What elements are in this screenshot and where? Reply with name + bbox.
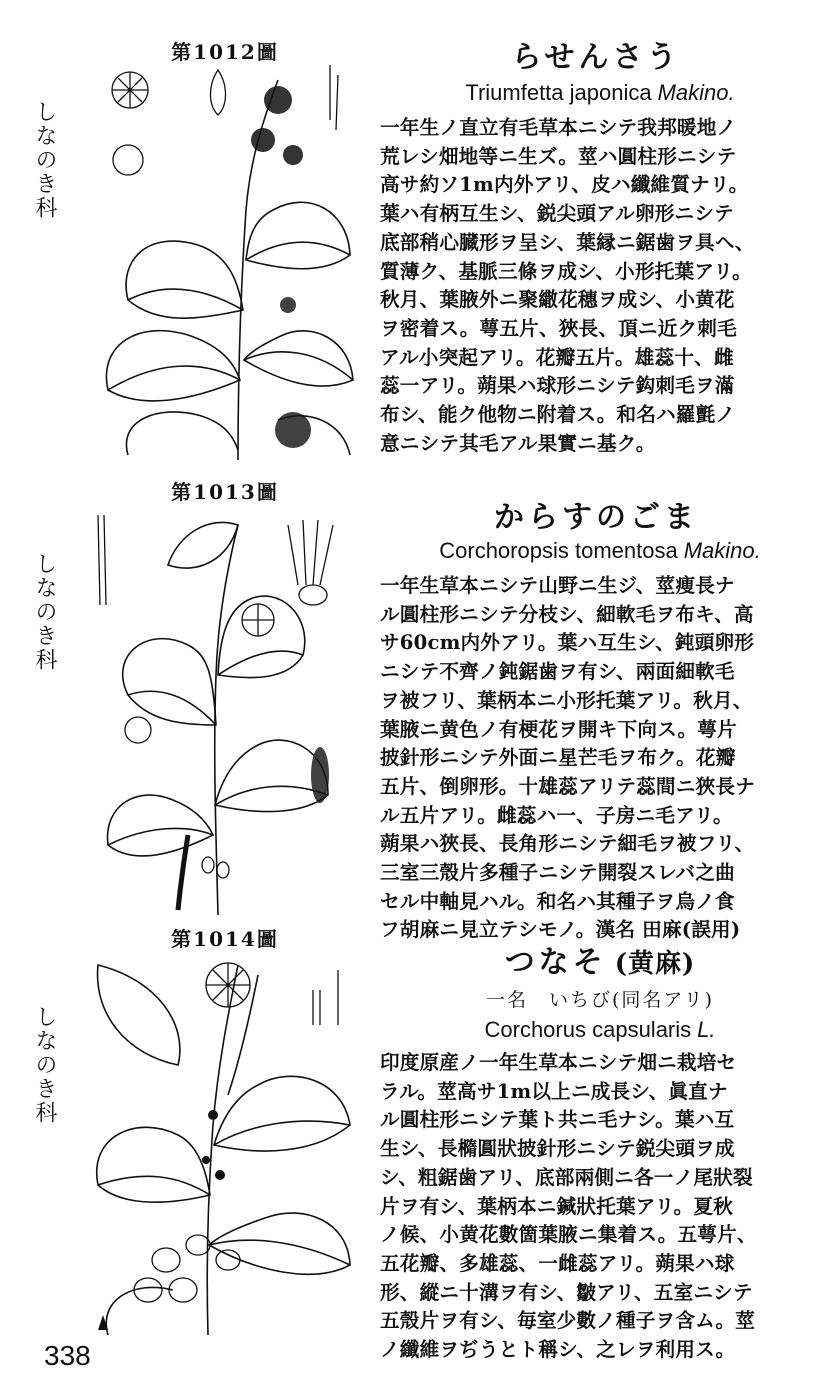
description-line: シ、粗鋸歯アリ、底部兩側ニ各一ノ尾狀裂	[380, 1165, 753, 1189]
description-line: 片ヲ有シ、葉柄本ニ鍼狀托葉アリ。夏秋	[380, 1194, 733, 1218]
description-line: サ60cm内外アリ。葉ハ互生シ、鈍頭卵形	[380, 631, 755, 655]
description-line: 一年生ノ直立有毛草本ニシテ我邦暖地ノ	[380, 116, 737, 139]
description-line: ノ候、小黄花數箇葉腋ニ集着ス。五萼片、	[380, 1223, 757, 1247]
description-line: ノ纖維ヲぢうとト稱シ、之レヲ利用ス。	[380, 1338, 736, 1362]
scientific-name-genus-species: Triumfetta japonica	[465, 80, 652, 105]
description-line: 五花瓣、多雄蕊、一雌蕊アリ。蒴果ハ球	[380, 1251, 735, 1275]
plant-name-kana: つなそ	[504, 945, 607, 980]
figure-label: 第1013圖	[171, 480, 279, 504]
description-line: 形、縱ニ十溝ヲ有シ、皺アリ、五室ニシテ	[380, 1280, 753, 1304]
description-line: ニシテ不齊ノ鈍鋸歯ヲ有シ、兩面細軟毛	[380, 660, 735, 684]
plant-illustration	[88, 505, 360, 915]
description-line: アル小突起アリ。花瓣五片。雄蕊十、雌	[380, 345, 734, 369]
family-label: しなのき科	[32, 552, 57, 672]
plant-name-kana: らせんさう	[511, 40, 681, 75]
description-line: フ胡麻ニ見立テシモノ。漢名 田麻(誤用)	[380, 918, 741, 942]
description-line: 披針形ニシテ外面ニ星芒毛ヲ布ク。花瓣	[380, 746, 736, 770]
figure-label: 第1012圖	[171, 40, 279, 64]
description-line: ラル。莖高サ1m以上ニ成長シ、眞直ナ	[380, 1079, 728, 1103]
description-line: 意ニシテ其毛アル果實ニ基ク。	[380, 431, 656, 455]
plant-name	[380, 32, 820, 76]
family-label: しなのき科	[32, 100, 57, 220]
plant-name-kanji: (黄麻)	[614, 949, 696, 979]
description-line: 高サ約ソ1m内外アリ、皮ハ纖維質ナリ。	[380, 173, 749, 197]
description-line: 蕊一アリ。蒴果ハ球形ニシテ鈎刺毛ヲ滿	[380, 374, 735, 398]
description-line: 秋月、葉腋外ニ聚繖花穗ヲ成シ、小黄花	[380, 288, 735, 312]
plant-name-kana: からすのごま	[494, 500, 698, 535]
plant-name	[380, 492, 820, 536]
plant-name	[380, 937, 820, 981]
scientific-name-author: Makino.	[683, 538, 761, 563]
description-line: 葉腋ニ黄色ノ有梗花ヲ開キ下向ス。萼片	[380, 717, 737, 741]
description-line: 底部稍心臓形ヲ呈シ、葉縁ニ鋸歯ヲ具ヘ、	[380, 230, 755, 254]
page-number: 338	[44, 1340, 91, 1371]
description	[380, 1049, 825, 1365]
plant-illustration	[88, 945, 360, 1335]
description-line: ヲ被フリ、葉柄本ニ小形托葉アリ。秋月、	[380, 688, 753, 712]
description-line: 一年生草本ニシテ山野ニ生ジ、莖痩長ナ	[380, 574, 735, 597]
family-label: しなのき科	[32, 1005, 57, 1125]
figure-label: 第1014圖	[171, 927, 279, 951]
description-line: ル五片アリ。雌蕊ハ一、子房ニ毛アリ。	[380, 803, 733, 827]
scientific-name	[380, 538, 820, 564]
description-line: 三室三殼片多種子ニシテ開裂スレバ之曲	[380, 861, 735, 885]
description-line: 蒴果ハ狹長、長角形ニシテ細毛ヲ被フリ、	[380, 832, 755, 856]
description-line: 質薄ク、基脈三條ヲ成シ、小形托葉アリ。	[380, 259, 752, 283]
scientific-name-genus-species: Corchoropsis tomentosa	[439, 538, 678, 563]
description-line: ル圓柱形ニシテ分枝シ、細軟毛ヲ布キ、高	[380, 602, 754, 626]
description-line: 布シ、能ク他物ニ附着ス。和名ハ羅氈ノ	[380, 403, 736, 427]
plant-illustration	[88, 60, 360, 460]
description-line: 荒レシ畑地等ニ生ズ。莖ハ圓柱形ニシテ	[380, 144, 737, 168]
description-line: 葉ハ有柄互生シ、鋭尖頭アル卵形ニシテ	[380, 202, 734, 226]
description-line: 五殼片ヲ有シ、毎室少數ノ種子ヲ含ム。莖	[380, 1309, 756, 1333]
entry-1014	[0, 925, 840, 1400]
description-line: セル中軸見ハル。和名ハ其種子ヲ烏ノ食	[380, 889, 735, 913]
description-line: 五片、倒卵形。十雄蕊アリテ蕊間ニ狹長ナ	[380, 774, 755, 798]
scientific-name	[380, 80, 820, 106]
scientific-name	[380, 1017, 820, 1043]
description-line: ヲ密着ス。萼五片、狹長、頂ニ近ク刺毛	[380, 316, 737, 340]
description	[380, 572, 825, 945]
entry-1012	[0, 0, 840, 470]
description	[380, 114, 825, 458]
description-line: 印度原産ノ一年生草本ニシテ畑ニ栽培セ	[380, 1051, 737, 1074]
description-line: 生シ、長橢圓狀披針形ニシテ鋭尖頭ヲ成	[380, 1137, 735, 1161]
scientific-name-author: Makino.	[657, 80, 735, 105]
description-line: ル圓柱形ニシテ葉ト共ニ毛ナシ。葉ハ互	[380, 1108, 735, 1132]
scientific-name-author: L.	[697, 1017, 716, 1042]
alternate-name: 一名 いちび(同名アリ)	[485, 989, 715, 1011]
scientific-name-genus-species: Corchorus capsularis	[484, 1017, 692, 1042]
